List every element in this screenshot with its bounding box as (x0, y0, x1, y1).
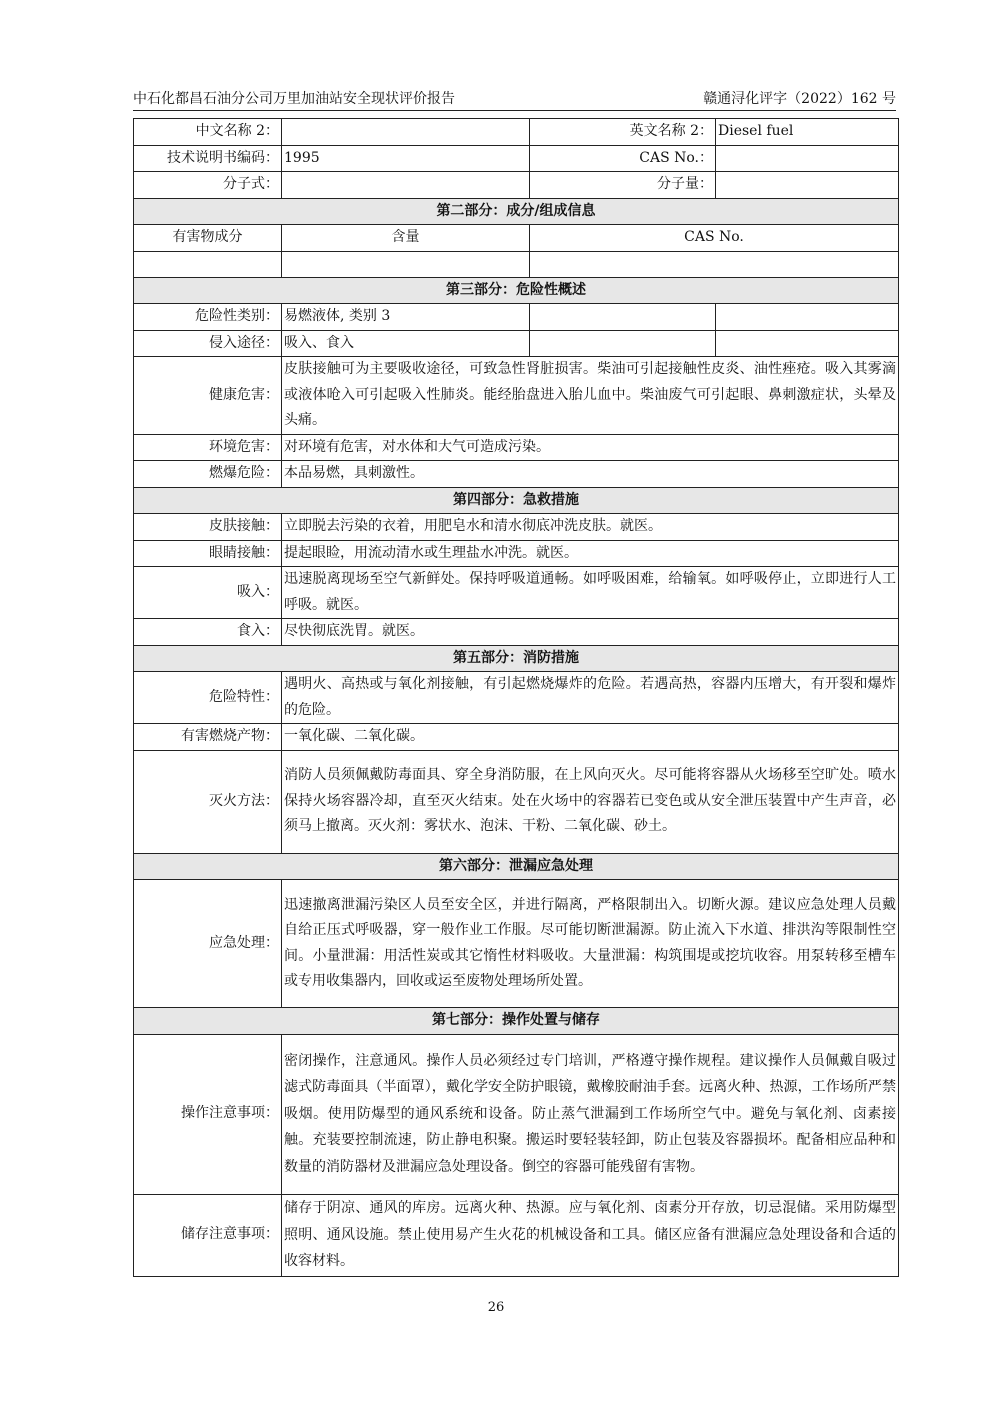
cn-name2-label: 中文名称 2： (134, 119, 282, 146)
operation-label: 操作注意事项： (134, 1034, 282, 1194)
explosion-value: 本品易燃，具刺激性。 (282, 461, 899, 488)
mw-label: 分子量： (530, 172, 716, 199)
table-row (134, 619, 899, 646)
tech-code-label: 技术说明书编码： (134, 145, 282, 172)
page-number: 26 (487, 1300, 505, 1315)
empty-cell (530, 330, 716, 357)
msds-table (133, 118, 899, 1277)
col-component-header: 有害物成分 (134, 225, 282, 252)
en-name2-label: 英文名称 2： (530, 119, 716, 146)
en-name2-value: Diesel fuel (716, 119, 899, 146)
storage-value: 储存于阴凉、通风的库房。远离火种、热源。应与氧化剂、卤素分开存放，切忌混储。采用防爆型照明、通风设施。禁止使用易产生火花的机械设备和工具。储区应备有泄漏应急处理设备和合适的收容材料。 (282, 1194, 899, 1276)
health-value: 皮肤接触可为主要吸收途径，可致急性肾脏损害。柴油可引起接触性皮炎、油性痤疮。吸入其雾滴或液体呛入可引起吸入性肺炎。能经胎盘进入胎儿血中。柴油废气可引起眼、鼻刺激症状，头晕及头痛。 (282, 357, 899, 435)
content-cell (282, 251, 530, 277)
report-title: 中石化都昌石油分公司万里加油站安全现状评价报告 (133, 91, 455, 107)
table-row (134, 672, 899, 724)
table-row (134, 567, 899, 619)
formula-value (282, 172, 530, 199)
inhale-label: 吸入： (134, 567, 282, 619)
empty-cell (716, 304, 899, 331)
table-row (134, 304, 899, 331)
ingest-value: 尽快彻底洗胃。就医。 (282, 619, 899, 646)
storage-label: 储存注意事项： (134, 1194, 282, 1276)
danger-value: 遇明火、高热或与氧化剂接触，有引起燃烧爆炸的危险。若遇高热，容器内压增大，有开裂和爆炸的危险。 (282, 672, 899, 724)
col-content-header: 含量 (282, 225, 530, 252)
eye-value: 提起眼睑，用流动清水或生理盐水冲洗。就医。 (282, 540, 899, 567)
method-label: 灭火方法： (134, 750, 282, 853)
table-row (134, 330, 899, 357)
eye-label: 眼睛接触： (134, 540, 282, 567)
mw-value (716, 172, 899, 199)
products-label: 有害燃烧产物： (134, 724, 282, 751)
tech-code-value: 1995 (282, 145, 530, 172)
section-header (134, 198, 899, 225)
component-cell (134, 251, 282, 277)
table-row (134, 172, 899, 199)
table-row (134, 225, 899, 252)
danger-label: 危险特性： (134, 672, 282, 724)
report-number: 赣通浔化评字（2022）162 号 (703, 91, 896, 107)
part4-title: 第四部分：急救措施 (134, 487, 899, 514)
skin-value: 立即脱去污染的衣着，用肥皂水和清水彻底冲洗皮肤。就医。 (282, 514, 899, 541)
section-header (134, 645, 899, 672)
health-label: 健康危害： (134, 357, 282, 435)
table-row (134, 357, 899, 435)
skin-label: 皮肤接触： (134, 514, 282, 541)
route-label: 侵入途径： (134, 330, 282, 357)
part5-title: 第五部分：消防措施 (134, 645, 899, 672)
header-divider (133, 110, 896, 111)
leak-value: 迅速撤离泄漏污染区人员至安全区，并进行隔离，严格限制出入。切断火源。建议应急处理人员戴自给正压式呼吸器，穿一般作业工作服。尽可能切断泄漏源。防止流入下水道、排洪沟等限制性空间。小量泄漏：用活性炭或其它惰性材料吸收。大量泄漏：构筑围堤或挖坑收容。用泵转移至槽车或专用收集器内，回收或运至废物处理场所处置。 (282, 880, 899, 1008)
part3-title: 第三部分：危险性概述 (134, 277, 899, 304)
cas-value (716, 145, 899, 172)
part7-title: 第七部分：操作处置与储存 (134, 1008, 899, 1035)
hazard-class-label: 危险性类别： (134, 304, 282, 331)
table-row (134, 434, 899, 461)
inhale-value: 迅速脱离现场至空气新鲜处。保持呼吸道通畅。如呼吸困难，给输氧。如呼吸停止，立即进行人工呼吸。就医。 (282, 567, 899, 619)
method-value: 消防人员须佩戴防毒面具、穿全身消防服，在上风向灭火。尽可能将容器从火场移至空旷处。喷水保持火场容器冷却，直至灭火结束。处在火场中的容器若已变色或从安全泄压装置中产生声音，必须马上撤离。灭火剂：雾状水、泡沫、干粉、二氧化碳、砂土。 (282, 750, 899, 853)
products-value: 一氧化碳、二氧化碳。 (282, 724, 899, 751)
explosion-label: 燃爆危险： (134, 461, 282, 488)
cas-label: CAS No.： (530, 145, 716, 172)
section-header (134, 1008, 899, 1035)
part2-title: 第二部分：成分/组成信息 (134, 198, 899, 225)
hazard-class-value: 易燃液体, 类别 3 (282, 304, 530, 331)
col-cas-header: CAS No. (530, 225, 899, 252)
formula-label: 分子式： (134, 172, 282, 199)
part6-title: 第六部分：泄漏应急处理 (134, 853, 899, 880)
table-row (134, 514, 899, 541)
table-row (134, 724, 899, 751)
ingest-label: 食入： (134, 619, 282, 646)
table-row (134, 461, 899, 488)
table-row (134, 880, 899, 1008)
leak-label: 应急处理： (134, 880, 282, 1008)
cas-cell (530, 251, 899, 277)
table-row (134, 750, 899, 853)
env-value: 对环境有危害，对水体和大气可造成污染。 (282, 434, 899, 461)
table-row (134, 540, 899, 567)
cn-name2-value (282, 119, 530, 146)
table-row (134, 1034, 899, 1194)
empty-cell (530, 304, 716, 331)
operation-value: 密闭操作，注意通风。操作人员必须经过专门培训，严格遵守操作规程。建议操作人员佩戴自吸过滤式防毒面具（半面罩），戴化学安全防护眼镜，戴橡胶耐油手套。远离火种、热源，工作场所严禁吸烟。使用防爆型的通风系统和设备。防止蒸气泄漏到工作场所空气中。避免与氧化剂、卤素接触。充装要控制流速，防止静电积聚。搬运时要轻装轻卸，防止包装及容器损坏。配备相应品种和数量的消防器材及泄漏应急处理设备。倒空的容器可能残留有害物。 (282, 1034, 899, 1194)
table-row (134, 145, 899, 172)
section-header (134, 277, 899, 304)
table-row (134, 1194, 899, 1276)
empty-cell (716, 330, 899, 357)
section-header (134, 853, 899, 880)
table-row (134, 119, 899, 146)
route-value: 吸入、食入 (282, 330, 530, 357)
table-row (134, 251, 899, 277)
section-header (134, 487, 899, 514)
env-label: 环境危害： (134, 434, 282, 461)
